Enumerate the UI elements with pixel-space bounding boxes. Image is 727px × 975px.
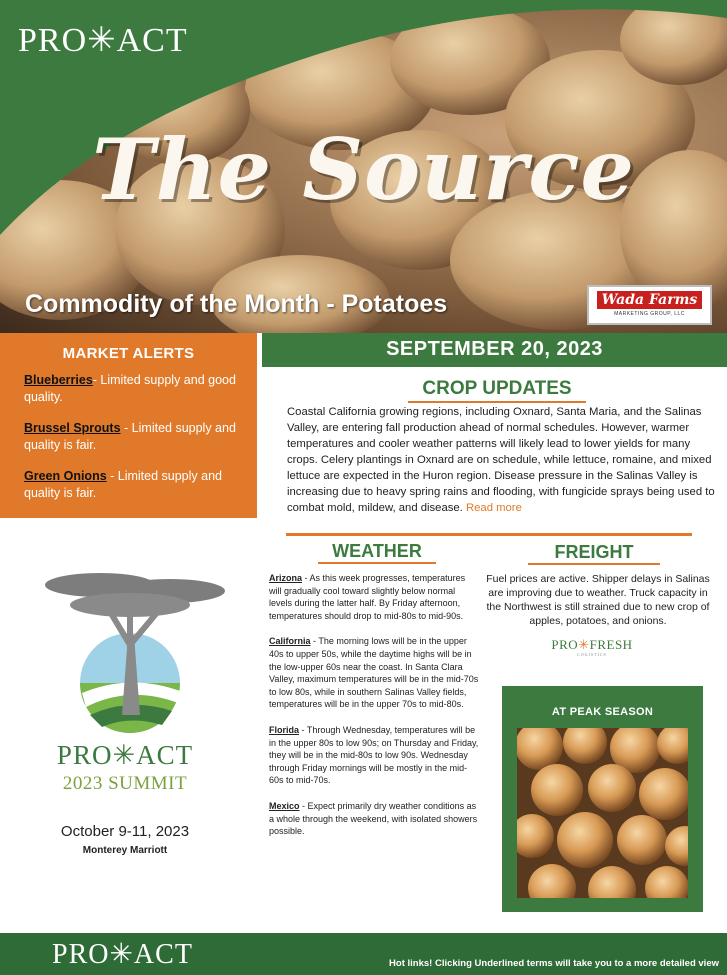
alert-link-brussel-sprouts[interactable]: Brussel Sprouts [24,421,121,435]
summit-tree-logo [30,565,230,735]
brand-logo: PRO✳ACT [18,22,188,59]
freight-body: Fuel prices are active. Shipper delays in Salinas are improving due to weather. Truck capacity in the Northwest is still strained due to new crop of apples, potatoes, and onions. [486,573,710,627]
weather-link-mexico[interactable]: Mexico [269,800,300,811]
crop-updates-title: CROP UPDATES [408,377,586,403]
weather-title: WEATHER [318,540,436,564]
partner-logo-subtext: MARKETING GROUP, LLC [614,311,685,317]
peak-season-title: AT PEAK SEASON [551,706,654,718]
weather-link-arizona[interactable]: Arizona [269,573,303,583]
crop-updates-body: Coastal California growing regions, including Oxnard, Santa Maria, and the Salinas Valley, are entering fall production ahead of normal schedules. However, warmer temperatures and cooler weather patterns will likely lead to lower yields for many crops. Celery plantings in Oxnard are on schedule, while lettuce, romaine, and mixed lettuce are expected in the Huron region. Disease pressure in the Salinas Valley is increasing due to heavy spring rains and flooding, with fungicide sprays being used to combat mold, mildew, and disease. Read more [287,406,715,514]
summit-year: 2023 SUMMIT [62,773,188,794]
onions-photo [517,728,688,898]
alert-item: Brussel Sprouts - Limited supply and quality is fair. [24,421,236,452]
commodity-heading: Commodity of the Month - Potatoes [25,290,448,318]
summit-brand: PRO✳ACT [56,740,194,770]
freight-title: FREIGHT [528,541,660,565]
weather-link-florida[interactable]: Florida [269,724,300,735]
profresh-logo: PRO✳FRESH LOGISTICS [551,637,633,657]
summit-venue: Monterey Marriott [82,845,168,856]
alert-item: Blueberries- Limited supply and good quality. [24,373,236,404]
section-divider [286,533,692,536]
asterisk-icon: ✳ [578,637,590,652]
read-more-link[interactable]: Read more [465,502,522,514]
alert-link-blueberries[interactable]: Blueberries [24,373,93,387]
alert-link-green-onions[interactable]: Green Onions [24,469,107,483]
peak-season-card [502,686,703,912]
newsletter-title: The Source [92,120,635,219]
weather-region: California - The morning lows will be in the upper 40s to upper 50s, while the daytime highs will be in the low-upper 60s near the coast. In Santa Clara Valley, maximum temperatures will be in the mid-70s to low 80s, while in southern Salinas Valley fields, temperatures will be in the upper 70s to mid-80s. [269,636,479,710]
hot-links-note: Hot links! Clicking Underlined terms will take you to a more detailed view [389,958,719,969]
weather-link-california[interactable]: California [269,636,311,647]
hero-banner [0,0,727,333]
partner-logo [587,285,712,325]
partner-logo-text: Wada Farms [597,291,702,309]
weather-region: Arizona - As this week progresses, temperatures will gradually cool toward slightly below normal levels during the latter half. By Friday afternoon, temperatures should drop to mid-80s to mid-90s. [269,573,466,621]
market-alerts-title: MARKET ALERTS [62,345,195,362]
footer [0,933,727,975]
alert-item: Green Onions - Limited supply and quality is fair. [24,469,222,500]
summit-dates: October 9-11, 2023 [60,823,190,840]
weather-region: Florida - Through Wednesday, temperatures will be in the upper 80s to low 90s; on Thursday and Friday, they will be in the mid-80s to low 90s. Wednesday through Friday mornings will be mostly in the mid-60s to mid-70s. [269,724,479,786]
weather-region: Mexico - Expect primarily dry weather conditions as a whole through the weekend, with isolated showers possible. [269,800,478,837]
footer-brand-logo: PRO✳ACT [52,939,193,970]
weather-body [269,572,479,851]
issue-date: SEPTEMBER 20, 2023 [262,333,727,367]
market-alerts-panel [0,333,257,518]
